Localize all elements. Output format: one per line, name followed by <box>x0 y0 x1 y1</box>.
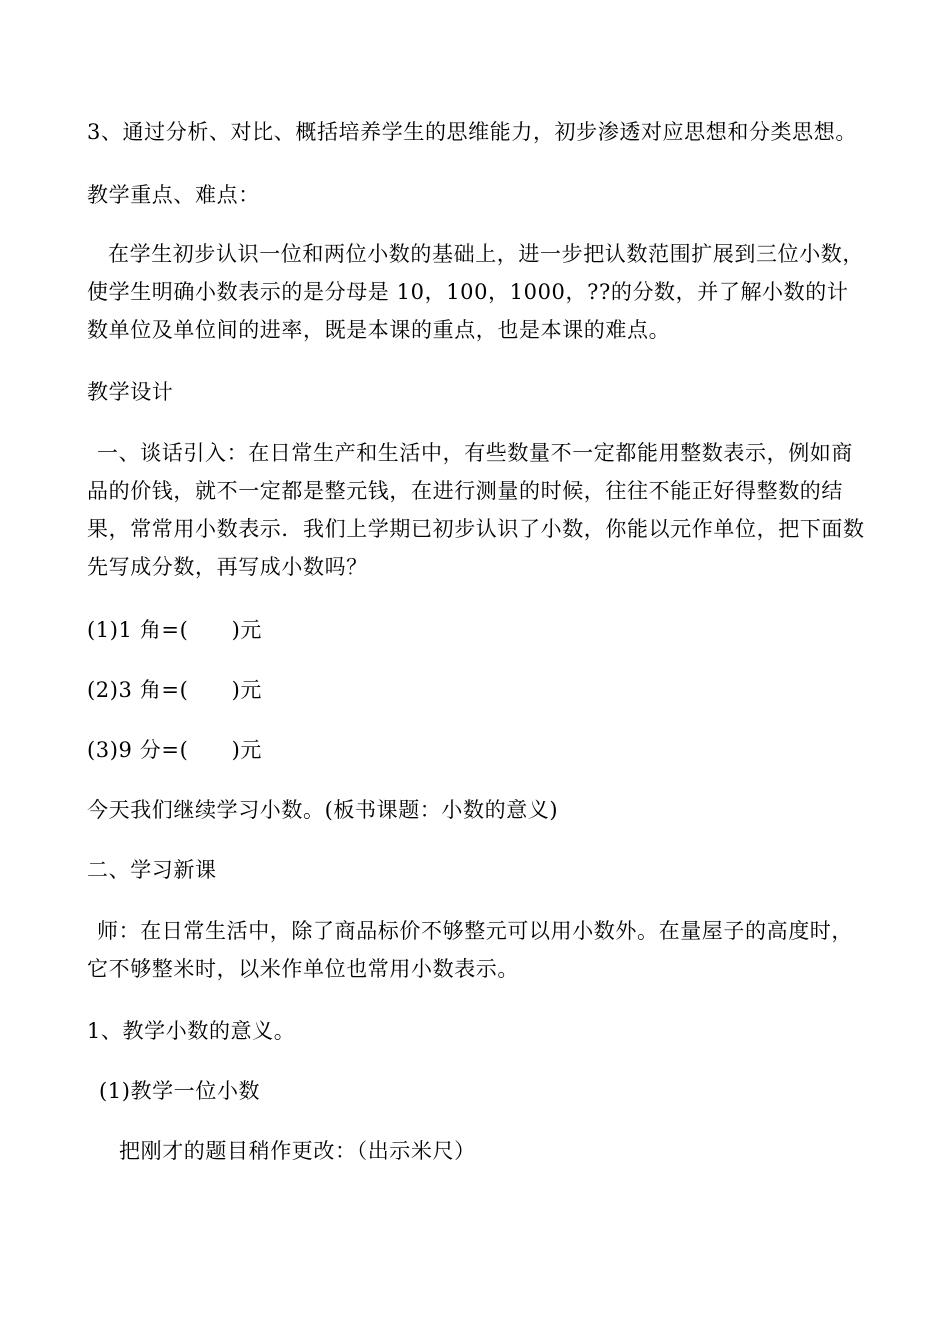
goal-3-text: 3、通过分析、对比、概括培养学生的思维能力，初步渗透对应思想和分类思想。 <box>87 120 857 144</box>
design-heading: 教学设计 <box>87 380 174 404</box>
question-3: (3)9 分=( )元 <box>87 738 262 762</box>
key-points-heading: 教学重点、难点： <box>87 183 260 207</box>
question-2: (2)3 角=( )元 <box>87 678 262 702</box>
key-points-text: 在学生初步认识一位和两位小数的基础上，进一步把认数范围扩展到三位小数，使学生明确小数表示的是分母是 10，100，1000，??的分数，并了解小数的计数单位及单位间的进率，既是本课的重点，也是本课的难点。 <box>87 242 864 342</box>
teacher-text: 师：在日常生活中，除了商品标价不够整元可以用小数外。在量屋子的高度时，它不够整米时，以米作单位也常用小数表示。 <box>87 919 853 981</box>
change-text: 把刚才的题目稍作更改：（出示米尺） <box>119 1139 476 1163</box>
step-1-heading: 1、教学小数的意义。 <box>87 1019 296 1043</box>
question-1: (1)1 角=( )元 <box>87 618 262 642</box>
intro-text: 一、谈话引入：在日常生产和生活中，有些数量不一定都能用整数表示，例如商品的价钱，就不一定都是整元钱，在进行测量的时候，往往不能正好得整数的结果，常常用小数表示．我们上学期已初步认识了小数，你能以元作单位，把下面数先写成分数，再写成小数吗？ <box>87 441 865 579</box>
today-text: 今天我们继续学习小数。(板书课题：小数的意义) <box>87 798 559 822</box>
step-1a-heading: (1)教学一位小数 <box>99 1079 261 1103</box>
section-2-heading: 二、学习新课 <box>87 858 217 882</box>
